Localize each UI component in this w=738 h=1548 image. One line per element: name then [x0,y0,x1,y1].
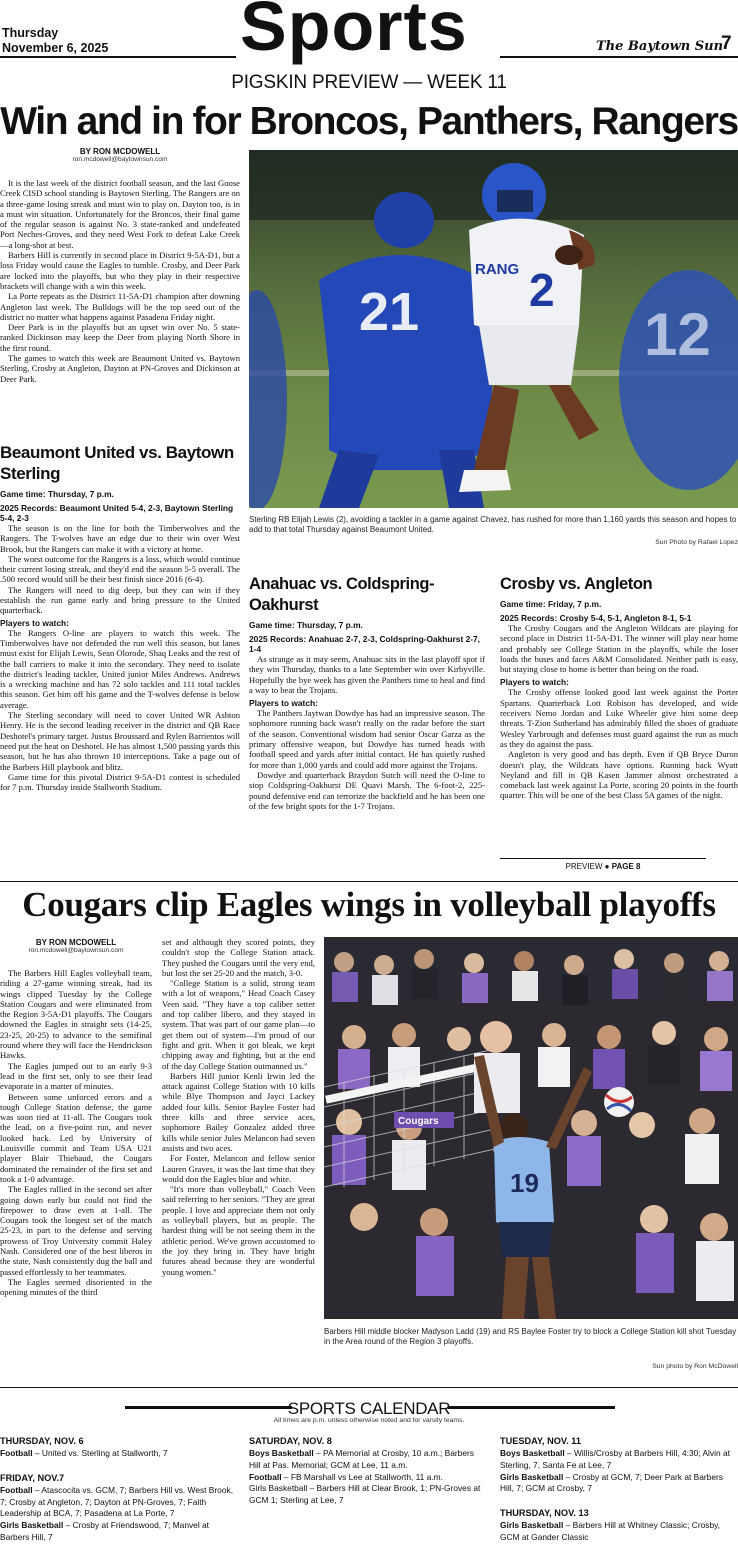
volleyball-paragraph: Between some unforced errors and a tough College Station defense, the game was soon tied at 11-all. The Cougars took the lead, on a five-point run, and never looked back. Led by University of Louisville commit and Team USA U21 player Blair Thiebaud, the Cougars dominated the remainder of the first set and took a 1-0 advantage. [0,1091,152,1184]
paper-name: The Baytown Sun [596,39,724,54]
matchup-paragraph: Dowdye and quarterback Braydon Sutch will need the O-line to stop Coldspring-Oakhurst DE Quavi Marsh. The 6-foot-2, 225-pound defensive end can terrorize the backfield and he has been one of the few bright spots for the 1-7 Trojans. [249,769,485,811]
calendar-entry: Girls Basketball – Crosby at GCM, 7; Deer Park at Barbers Hill, 7; GCM at Crosby, 7 [500,1471,723,1494]
football-photo [249,150,738,508]
calendar-entry: Girls Basketball – Barbers Hill at Whitney Classic; Crosby, GCM at Gander Classic [500,1520,720,1542]
intro-paragraph: Barbers Hill is currently in second place in District 9-5A-D1, but a loss Friday would cause the Eagles to tumble. Crosby, and Deer Park are locked into the playoffs, but who they play in their respective brackets will change with a win this week. [0,250,240,291]
masthead-rule-left [0,56,236,58]
season-records: 2025 Records: Crosby 5-4, 5-1, Angleton 8-1, 5-1 [500,613,692,623]
story-kicker: PIGSKIN PREVIEW — WEEK 11 [231,72,507,93]
calendar-day: THURSDAY, NOV. 13 [500,1508,589,1519]
matchup-paragraph: The season is on the line for both the Timberwolves and the Rangers. The T-wolves have an edge due to their win over West Brook, but the Rangers can make it with a victory at home. [0,523,240,554]
players-label: Players to watch: [500,677,569,688]
calendar-column-1 [0,1436,238,1544]
calendar-day: THURSDAY, NOV. 6 [0,1436,84,1446]
story-email: ron.mcdowell@baytownsun.com [72,156,168,163]
matchup-title: Beaumont United vs. Baytown Sterling [0,443,234,483]
section-divider [0,881,738,882]
runner-number: 2 [529,264,555,316]
calendar-note: All times are p.m. unless otherwise noted and for varsity teams. [273,1417,465,1424]
matchup-paragraph: The Rangers O-line are players to watch this week. The Timberwolves have not defended the run well this season, but lanes must exist for Elijah Lewis, Sean Olorode, Shaq Leaks and the rest of the ball carriers to make it into the secondary. They need to isolate the district's leading tackler, United junior Miles Andrews. Andrews is a wrecking machine and has 72 solo tackles and 111 total tackles this season. Get him off his game and the T-wolves defense is below average. [0,627,240,710]
volleyball-email: ron.mcdowell@baytownsun.com [28,947,124,954]
matchup-paragraph: The Crosby Cougars and the Angleton Wildcats are playing for second place in District 11-5A-D1. The winner will play near home and probably see College Station in the playoffs, while the loser loads the buses and faces A&M Consolidated. Neither path is easy, but staying close to home is better than being on the road. [500,623,738,675]
defender-number: 21 [359,282,420,342]
matchup-sterling [0,442,240,792]
jump-line[interactable] [500,862,706,871]
calendar-column-3 [500,1436,738,1544]
players-label: Players to watch: [249,698,318,709]
game-time: Game time: Thursday, 7 p.m. [0,489,114,499]
matchup-paragraph: The Sterling secondary will need to cover United WR Ashton Henry. He is the second leading receiver in the district and QB Race Deshotel's primary target. Justus Broussard and Rylen Barrientos will need put the heat on Deshotel. He has almost 1,500 passing yards this season, but he has also thrown 10 interceptions. Take a page out of the Barbers Hill playbook and blitz. [0,710,240,772]
football-photo-caption: Sterling RB Elijah Lewis (2), avoiding a tackler in a game against Chavez, has rushed for more than 1,160 yards this season and hopes to add to that total Thursday against Beaumont United. [249,515,737,534]
volleyball-col2 [162,937,315,1277]
matchup-paragraph: Angleton is very good and has depth. Even if QB Bryce Duron doesn't play, the Wildcats have options. Running back Wyatt Neyland and fill in QB Kasen Jammer almost orchestrated a comeback last week against La Porte, scoring 20 points in the fourth quarter. This will be one of the best Class 5A games of the night. [500,749,738,801]
masthead-date: November 6, 2025 [2,41,109,55]
volleyball-paragraph: The Eagles jumped out to an early 9-3 lead in the first set, only to see their lead evaporate in a matter of minutes. [0,1060,152,1092]
masthead-rule-right [500,56,738,58]
season-records: 2025 Records: Beaumont United 5-4, 2-3, Baytown Sterling 5-4, 2-3 [0,503,234,523]
game-time: Game time: Thursday, 7 p.m. [249,620,363,630]
runner-jersey-text: RANG [475,261,520,278]
matchup-paragraph: The Crosby offense looked good last week against the Porter Spartans. Quarterback Lott Robison has developed, and wide receivers Nemo Jordan and Luke Wheeler give him some deep threats. T-Zion Sutherland has admirably filled the shoes of graduate Wesley Yarbrough and defenses must guard against the run as much as they do against the pass. [500,687,738,749]
matchup-paragraph: The Panthers Jaytwan Dowdye has had an impressive season. The sophomore running back wasn't really on the radar before the start of the season. Conventional wisdom had senior Oscar Garza as the primary offensive weapon, but Dowdye has turned heads with football speed and yards after initial contact. He has quietly rushed for more than 1,000 yards and could add more against the Trojans. [249,708,485,770]
player-number: 19 [510,1168,539,1198]
bullet-icon: ● [604,862,610,871]
background-player-number: 12 [644,301,711,368]
masthead-day: Thursday [2,26,59,40]
volleyball-photo-credit: Sun photo by Ron McDowell [652,1363,738,1370]
calendar-day: FRIDAY, NOV.7 [0,1472,65,1483]
season-records: 2025 Records: Anahuac 2-7, 2-3, Coldspring-Oakhurst 2-7, 1-4 [249,634,480,654]
matchup-paragraph: Game time for this pivotal District 9-5A-D1 contest is scheduled for 7 p.m. Thursday inside Stallworth Stadium. [0,771,240,793]
volleyball-paragraph: The Eagles seemed disoriented in the opening minutes of the third [0,1276,152,1298]
calendar-entry: Football – Atascocita vs. GCM, 7; Barbers Hill vs. West Brook, 7; Crosby at Angleton, 7; Dayton at PN-Groves, 7; Faith Leadership at BCA, 7; Pasadena at La Porte, 7 [0,1484,234,1519]
volleyball-byline: BY RON MCDOWELL [35,938,117,947]
section-title: Sports [240,0,468,65]
calendar-entry: Football – United vs. Sterling at Stallworth, 7 [0,1448,168,1458]
jump-label: PREVIEW [565,862,603,871]
volleyball-paragraph: "College Station is a solid, strong team with a lot of weapons," Head Coach Casey Veen said. "They have a top caliber setter and top caliber libero, and they stayed in system. That was part of our game plan—to get them out of system—I'm proud of our fight and grit. When it got bleak, we kept chipping away and fighting, but at the end of the day College Station outmanned us." [162,978,315,1071]
story-headline: Win and in for Broncos, Panthers, Rangers [0,100,738,143]
calendar-column-2 [249,1436,487,1507]
matchup-title: Anahuac vs. Coldspring-Oakhurst [249,575,435,614]
calendar-title: SPORTS CALENDAR [287,1399,451,1418]
intro-paragraph: La Porte repeats as the District 11-5A-D1 champion after downing Angleton last week. The Bulldogs will be the top seed out of the district no matter what happens against Pasadena Friday night. [0,291,240,322]
intro-paragraph: Deer Park is in the playoffs but an upset win over No. 5 state-ranked Dickinson may keep the Deer from playing North Shore in the first round. [0,322,240,353]
intro-paragraph: It is the last week of the district football season, and the last Goose Creek CISD school standing is Baytown Sterling. The Rangers are on a three-game losing streak and must win to play on. Dayton too, is in a must win situation. Unfortunately for the Broncos, their final game of the regular season is against No. 3 state-ranked and undefeated Port Neches-Groves, and they need West Fork to defeat Lake Creek—a long-shot at best. [0,178,240,250]
volleyball-paragraph: The Eagles rallied in the second set after going down early but could not find the firepower to draw even at 1-all. The Cougars took the longest set of the match 25-23, in part to the defense and serving prowess of Troy University commit Haley Nash. Considered one of the best liberos in the state, Nash consistently dug the ball and passed effortlessly to her teammates. [0,1184,152,1277]
matchup-paragraph: The Rangers will need to dig deep, but they can win if they establish the run game early and bring pressure to the United quarterback. [0,584,240,616]
calendar-entry: Boys Basketball – PA Memorial at Crosby, 10 a.m.; Barbers Hill at Pas. Memorial; GCM at Lee, 11 a.m. [249,1448,474,1470]
story-byline: BY RON MCDOWELL [79,147,161,156]
matchup-paragraph: As strange as it may seem, Anahuac sits in the last playoff spot if they win Thursday, thanks to a late September win over Kirbyville. Hopefully the bye week has given the Panthers time to heal and find a way to beat the Trojans. [249,654,485,695]
calendar-entry: Girls Basketball – Barbers Hill at Clear Brook, 1; PN-Groves at GCM 1; Sterling at Lee, 7 [249,1483,481,1506]
matchup-crosby [500,574,738,801]
volleyball-photo-caption: Barbers Hill middle blocker Madyson Ladd (19) and RS Baylee Foster try to block a College Station kill shot Tuesday in the Area round of the Region 3 playoffs. [324,1327,737,1346]
volleyball-paragraph: "It's more than volleyball," Coach Veen said referring to her seniors. "They are great people. I love and appreciate them not only as volleyball players, but as people. The hardest thing will be not seeing them in the athletic period. We've grown accustomed to the joy they bring in. They have bright futures ahead because they are wonderful young women." [162,1184,315,1277]
game-time: Game time: Friday, 7 p.m. [500,599,602,609]
matchup-anahuac [249,574,485,811]
story-intro [0,178,240,384]
calendar-entry: Girls Basketball – Crosby at Friendswood, 7; Manvel at Barbers Hill, 7 [0,1520,210,1542]
jump-page: PAGE 8 [611,862,641,871]
volleyball-photo [324,937,738,1319]
calendar-entry: Boys Basketball – Willis/Crosby at Barbers Hill, 4:30; Alvin at Sterling, 7, Santa Fe at Lee, 7 [500,1448,730,1470]
jump-rule [500,858,706,859]
calendar-entry: Football – FB Marshall vs Lee at Stallworth, 11 a.m. [249,1471,443,1482]
volleyball-paragraph: The Barbers Hill Eagles volleyball team, riding a 27-game winning streak, had its wings clipped Tuesday by the College Station Cougars and were eliminated from the Region 3-5A-D1 playoffs. The Cougars downed the Eagles in straight sets (14-25, 23-25, 20-25) to advance to the semifinal round where they will face the Hendrickson Hawks. [0,968,152,1061]
matchup-paragraph: The worst outcome for the Rangers is a loss, which would continue their current losing streak, and they'd end the season 5-5 overall. The .500 record would still be their best finish since 2016 (6-4). [0,553,240,585]
calendar-day: SATURDAY, NOV. 8 [249,1436,332,1446]
volleyball-paragraph: Barbers Hill junior Kenli Irwin led the attack against College Station with 10 kills while Blye Thompson and Jayci Lackey added four kills. Senior Baylee Foster had three kills and three service aces, sophomore Bailey Gonzalez added three kills while senior Jules Melancon had seven assists and two aces. [162,1070,315,1153]
football-photo-credit: Sun Photo by Rafael Lopez [655,539,738,546]
calendar-divider [0,1387,738,1388]
volleyball-paragraph: set and although they scored points, they couldn't stop the College Station attack. They pushed the Cougars until the very end, but lost the set 25-20 and the match, 3-0. [162,937,315,978]
matchup-title: Crosby vs. Angleton [500,575,653,593]
volleyball-paragraph: For Foster, Melancon and fellow senior Lauren Graves, it was the last time that they would don the Eagles blue and white. [162,1153,315,1184]
calendar-day: TUESDAY, NOV. 11 [500,1436,582,1446]
players-label: Players to watch: [0,617,69,628]
volleyball-headline: Cougars clip Eagles wings in volleyball playoffs [22,885,716,924]
page-number: 7 [721,33,732,54]
volleyball-col1 [0,968,152,1298]
intro-paragraph: The games to watch this week are Beaumont United vs. Baytown Sterling, Crosby at Angleton, Dayton at PN-Groves and Dickinson at Deer Park. [0,353,240,384]
banner-text: Cougars [398,1116,439,1127]
